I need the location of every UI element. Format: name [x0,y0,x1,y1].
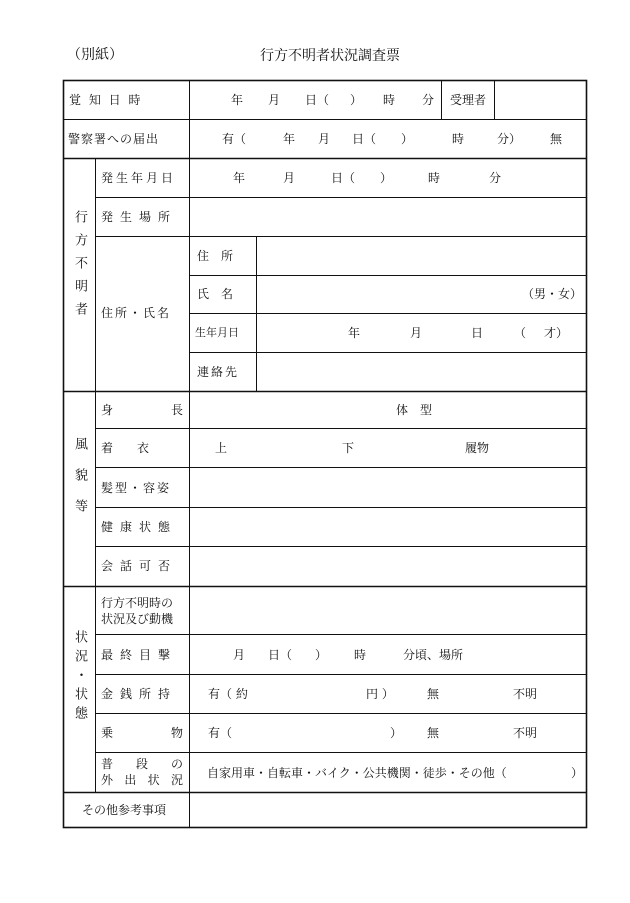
occurrence-place-label: 発生場所 [101,210,178,224]
conversation-label: 会話可否 [101,559,178,573]
vehicle-label: 乗 物 [101,726,183,740]
police-report-field[interactable]: 有（ 年 月 日（ ） 時 分） 無 [222,132,563,146]
kakuchi-datetime-field[interactable]: 年 月 日（ ） 時 分 [231,93,435,107]
vehicle-field[interactable]: 有（ ） 無 不明 [208,726,538,740]
outing-options: 自家用車・自転車・バイク・公共機関・徒歩・その他（ [207,766,507,780]
address-name-label: 住所・氏名 [101,306,172,320]
health-field[interactable] [190,508,586,546]
circumstances-label-line1: 行方不明時の [101,596,174,610]
money-field[interactable]: 有（ 約 円 ） 無 不明 [208,687,538,701]
clothing-bottom-label: 下 [342,441,355,455]
clothing-top-label: 上 [215,441,228,455]
hairstyle-label: 髪型・容姿 [101,481,172,495]
health-label: 健康状態 [101,520,178,534]
last-seen-label: 最終目撃 [101,648,178,662]
height-build-field[interactable] [190,392,586,428]
occurrence-date-field[interactable]: 年 月 日（ ） 時 分 [233,171,502,185]
shoes-label: 履物 [465,441,490,455]
police-report-label: 警察署への届出 [68,132,160,146]
clothing-label: 着 衣 [101,441,150,455]
conversation-field[interactable] [190,547,586,586]
occurrence-date-label: 発生年月日 [101,171,177,185]
clothing-field[interactable] [190,429,586,467]
attachment-label: （別紙） [67,47,123,63]
name-field[interactable] [257,276,586,313]
address-label: 住 所 [197,249,234,263]
outing-label-line2: 外出状況 [101,773,183,787]
outing-field[interactable]: 自家用車・自転車・バイク・公共機関・徒歩・その他（ ） [207,766,584,780]
page-title: 行方不明者状況調査票 [260,48,400,64]
other-notes-field[interactable] [190,793,586,827]
situation-section-label: 状況・状態 [72,630,87,725]
missing-person-section-label: 行方不明者 [72,210,87,325]
money-label: 金銭所持 [101,687,178,701]
appearance-section-label: 風貌等 [72,437,87,530]
gender-option: （男・女） [522,287,583,301]
hairstyle-field[interactable] [190,468,586,507]
birth-date-field[interactable]: 年 月 日 （ 才） [348,326,569,340]
build-label: 体 型 [395,403,433,417]
circumstances-label-line2: 状況及び動機 [101,612,174,626]
name-label: 氏 名 [197,287,234,301]
kakuchi-label: 覚 知 日 時 [69,93,143,107]
address-field[interactable] [257,237,586,275]
contact-field[interactable] [257,353,586,391]
last-seen-field[interactable]: 月 日（ ） 時 分頃、場所 [233,648,464,662]
height-label: 身 長 [101,403,183,417]
other-notes-label: その他参考事項 [82,803,167,817]
occurrence-place-field[interactable] [190,198,586,236]
contact-label: 連絡先 [197,365,240,379]
outing-label-line1: 普 段 の [101,757,183,771]
receiver-label: 受理者 [449,93,487,107]
circumstances-field[interactable] [190,587,586,634]
receiver-field[interactable] [495,81,586,119]
birth-date-label: 生年月日 [195,326,239,339]
